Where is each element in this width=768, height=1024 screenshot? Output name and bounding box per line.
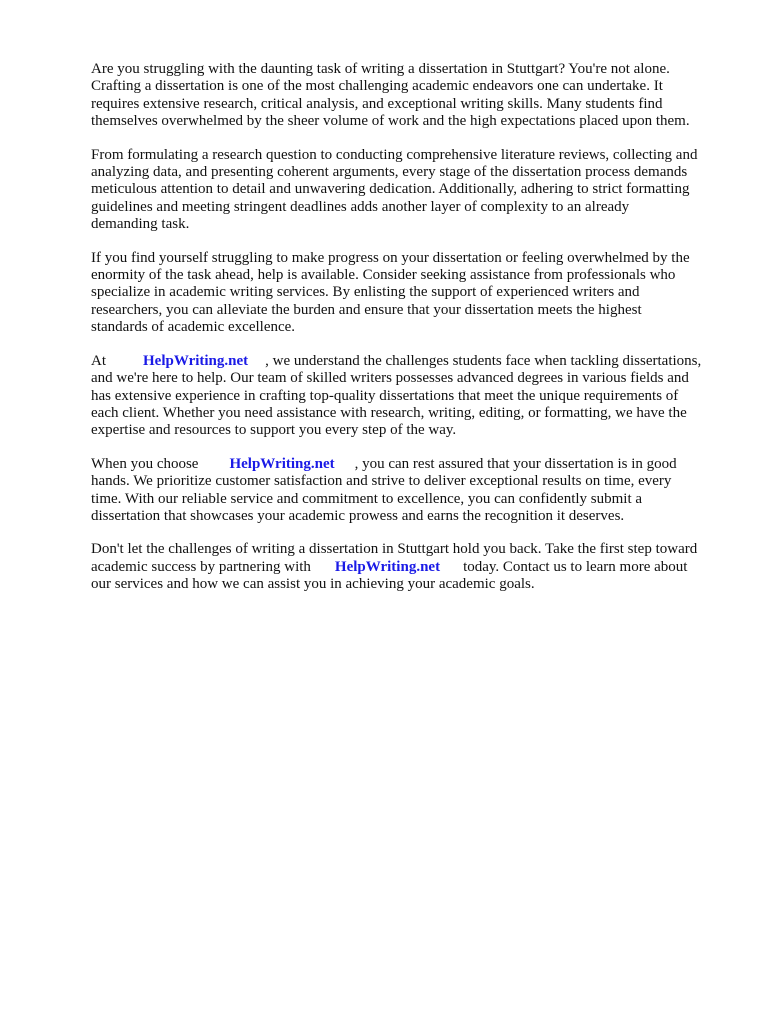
paragraph-closing — [91, 541, 731, 593]
paragraph-about-service-rest: , we understand the challenges students face when tackling dissertations, and we're here to help. Our team of skilled writers possesses advanced degrees in various fields and has extensive experience in crafting top-quality dissertations that meet the unique requirements of each client. Whether you need assistance with research, writing, editing, or formatting, we have the expertise and resources to support you every step of the way. — [91, 352, 702, 439]
paragraph-help: If you find yourself struggling to make progress on your dissertation or feeling overwhelmed by the enormity of the task ahead, help is available. Consider seeking assistance from professionals who specialize in academic writing services. By enlisting the support of experienced writers and researchers, you can alleviate the burden and ensure that your dissertation meets the highest standards of academic excellence. — [91, 249, 690, 336]
paragraph-intro: Are you struggling with the daunting task of writing a dissertation in Stuttgart? You're not alone. Crafting a dissertation is one of the most challenging academic endeavors one can undertake. It requires extensive research, critical analysis, and exceptional writing skills. Many students find themselves overwhelmed by the sheer volume of work and the high expectations placed upon them. — [91, 61, 690, 130]
paragraph-choose — [91, 456, 731, 526]
paragraph-choose-lead: When you choose — [91, 455, 199, 472]
paragraph-process: From formulating a research question to conducting comprehensive literature reviews, collecting and analyzing data, and presenting coherent arguments, every stage of the dissertation process demands meticulous attention to detail and unwavering dedication. Additionally, adhering to strict formatting guidelines and meeting stringent deadlines adds another layer of complexity to an already demanding task. — [91, 146, 698, 233]
paragraph-about-service-lead: At — [91, 352, 106, 369]
helpwriting-link[interactable]: HelpWriting.net — [143, 352, 249, 369]
paragraph-choose-rest: , you can rest assured that your dissertation is in good hands. We prioritize customer satisfaction and strive to deliver exceptional results on time, every time. With our reliable service and commitment to excellence, you can confidently submit a dissertation that showcases your academic prowess and earns the recognition it deserves. — [91, 455, 677, 524]
helpwriting-link[interactable]: HelpWriting.net — [229, 455, 335, 472]
paragraph-closing-lead: Don't let the challenges of writing a dissertation in Stuttgart hold you back. Take the first step toward academic success by partnering with — [91, 541, 698, 575]
paragraph-about-service — [91, 353, 731, 440]
paragraph-closing-rest: today. Contact us to learn more about our services and how we can assist you in achieving your academic goals. — [91, 558, 688, 593]
helpwriting-link[interactable]: HelpWriting.net — [334, 558, 441, 575]
document-body — [91, 61, 731, 610]
